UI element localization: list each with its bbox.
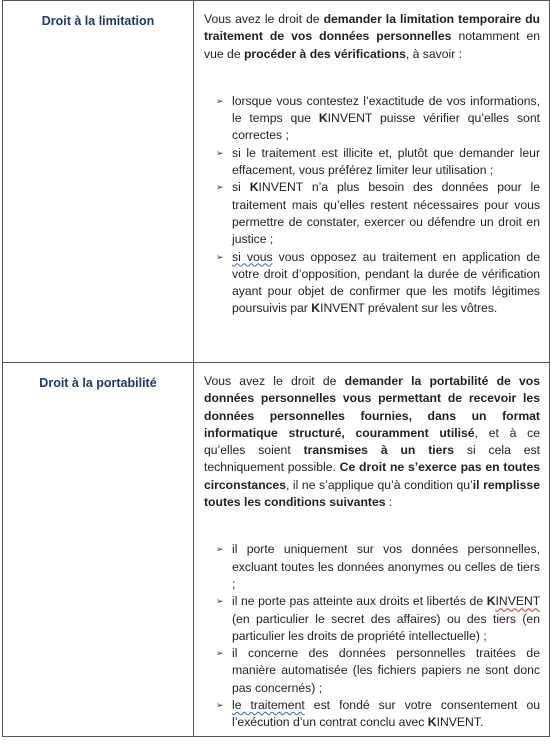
- item-text: lorsque vous contestez l’exactitude de vos informations, le temps que: [232, 93, 540, 126]
- intro-text: , et à ce qu’elles soient: [204, 425, 540, 458]
- label-cell: [3, 1, 194, 363]
- spellcheck-underlined-text: le traitement: [232, 698, 305, 713]
- item-text: INVENT puisse vérifier qu’elles sont correctes ;: [232, 111, 540, 143]
- item-text: il porte uniquement sur vos données personnelles, excluant toutes les données anonymes ou celles de tiers ;: [232, 542, 540, 591]
- item-text: si: [232, 180, 250, 195]
- rights-table: [2, 0, 550, 737]
- row-title: Droit à la limitation: [41, 14, 155, 28]
- content-cell: [194, 363, 550, 737]
- list-item: [204, 179, 540, 248]
- intro-text: , il ne s’applique qu’à condition qu’: [285, 477, 473, 492]
- row-limitation: [3, 1, 550, 363]
- intro-text: si cela est techniquement possible.: [204, 443, 541, 475]
- intro-text: Vous avez le droit de: [204, 12, 324, 26]
- intro-bold: demander la limitation temporaire du traitement de vos données personnelles: [204, 12, 540, 44]
- spellcheck-underlined-text: INVENT: [495, 594, 540, 609]
- intro-text: Vous avez le droit de: [204, 374, 345, 388]
- brand-initial: K: [249, 180, 259, 195]
- intro-bold: demander la portabilité de vos données personnelles vous permettant de recevoir les données personnelles fournies, dans un format informatique structuré, couramment utilisé: [204, 374, 541, 440]
- intro-paragraph: [204, 11, 540, 63]
- item-text: vous opposez au traitement en application de votre droit d’opposition, pendant la durée de vérification ayant pour objet de confirmer que les motifs légitimes poursuivis par: [232, 249, 540, 316]
- list-item: [204, 645, 540, 697]
- intro-bold: transmises à un tiers: [303, 443, 454, 458]
- item-text: il concerne des données personnelles traitées de manière automatisée (les fichiers papiers ne sont donc pas concernés) ;: [232, 646, 540, 695]
- item-text: il ne porte pas atteinte aux droits et libertés de: [232, 594, 487, 609]
- list-item: [204, 145, 540, 180]
- row-title: Droit à la portabilité: [39, 376, 157, 390]
- intro-text: notamment en vue de: [204, 29, 540, 61]
- item-text: INVENT prévalent sur les vôtres.: [320, 301, 498, 316]
- arrow-bullet-icon: ➢: [216, 596, 224, 607]
- intro-text: , à savoir :: [405, 46, 463, 61]
- list-item: [204, 697, 540, 732]
- spellcheck-underlined-text: si vous: [232, 249, 273, 264]
- arrow-bullet-icon: ➢: [216, 147, 224, 158]
- arrow-bullet-icon: ➢: [216, 544, 224, 555]
- intro-bold: il remplisse toutes les conditions suivantes: [204, 477, 540, 510]
- arrow-bullet-icon: ➢: [216, 251, 224, 262]
- list-item: [204, 249, 540, 318]
- list-item: [204, 93, 540, 145]
- arrow-bullet-icon: ➢: [216, 700, 224, 711]
- item-text: (en particulier le secret des affaires) ou des tiers (en particulier les droits de propriété intellectuelle) ;: [232, 611, 540, 643]
- brand-initial: K: [318, 111, 328, 126]
- conditions-list: [204, 541, 540, 731]
- intro-bold: Ce droit ne s’exerce pas en toutes circonstances: [204, 460, 540, 492]
- arrow-bullet-icon: ➢: [216, 182, 224, 193]
- intro-paragraph: [204, 373, 540, 511]
- item-text: INVENT n’a plus besoin des données pour le traitement mais qu’elles restent nécessaires pour vous permettre de constater, exercer ou défendre un droit en justice ;: [232, 180, 540, 247]
- brand-initial: K: [427, 715, 437, 730]
- item-text: si le traitement est illicite et, plutôt que demander leur effacement, vous préférez limiter leur utilisation ;: [232, 145, 540, 178]
- brand-initial: K: [311, 301, 321, 316]
- conditions-list: [204, 93, 540, 318]
- item-text: est fondé sur votre consentement ou l’exécution d’un contrat conclu avec: [232, 698, 541, 730]
- content-cell: [194, 1, 550, 363]
- list-item: [204, 541, 540, 593]
- intro-text: :: [385, 495, 393, 510]
- label-cell: [3, 363, 194, 737]
- intro-bold: procéder à des vérifications: [243, 46, 406, 61]
- item-text: INVENT.: [436, 715, 484, 730]
- arrow-bullet-icon: ➢: [216, 648, 224, 659]
- arrow-bullet-icon: ➢: [216, 95, 224, 106]
- list-item: [204, 593, 540, 645]
- brand-initial: K: [486, 594, 496, 609]
- row-portability: [3, 363, 550, 737]
